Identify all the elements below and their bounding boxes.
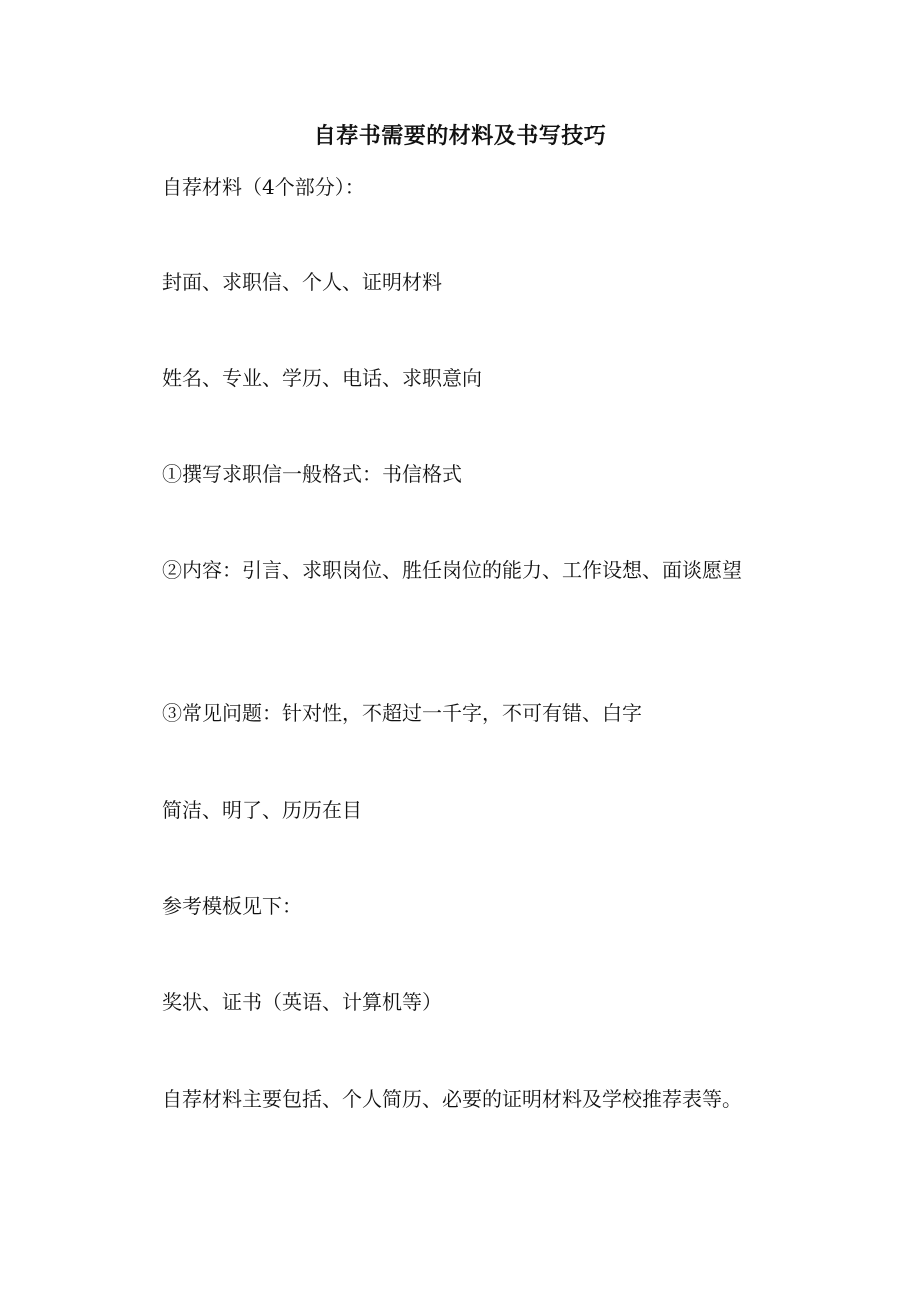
paragraph-letter-format: ①撰写求职信一般格式：书信格式 — [162, 462, 462, 486]
paragraph-style-guidance: 简洁、明了、历历在目 — [162, 798, 362, 822]
paragraph-cover-info: 姓名、专业、学历、电话、求职意向 — [162, 366, 482, 390]
paragraph-common-issues: ③常见问题：针对性，不超过一千字，不可有错、白字 — [162, 701, 642, 725]
paragraph-summary: 自荐材料主要包括、个人简历、必要的证明材料及学校推荐表等。 — [162, 1087, 742, 1111]
paragraph-certificates: 奖状、证书（英语、计算机等） — [162, 990, 442, 1014]
paragraph-template-reference: 参考模板见下： — [162, 894, 302, 918]
paragraph-materials-overview: 自荐材料（4个部分）： — [162, 175, 365, 199]
paragraph-material-parts: 封面、求职信、个人、证明材料 — [162, 270, 442, 294]
document-title: 自荐书需要的材料及书写技巧 — [313, 123, 607, 149]
paragraph-letter-content: ②内容：引言、求职岗位、胜任岗位的能力、工作设想、面谈愿望 — [162, 558, 742, 582]
